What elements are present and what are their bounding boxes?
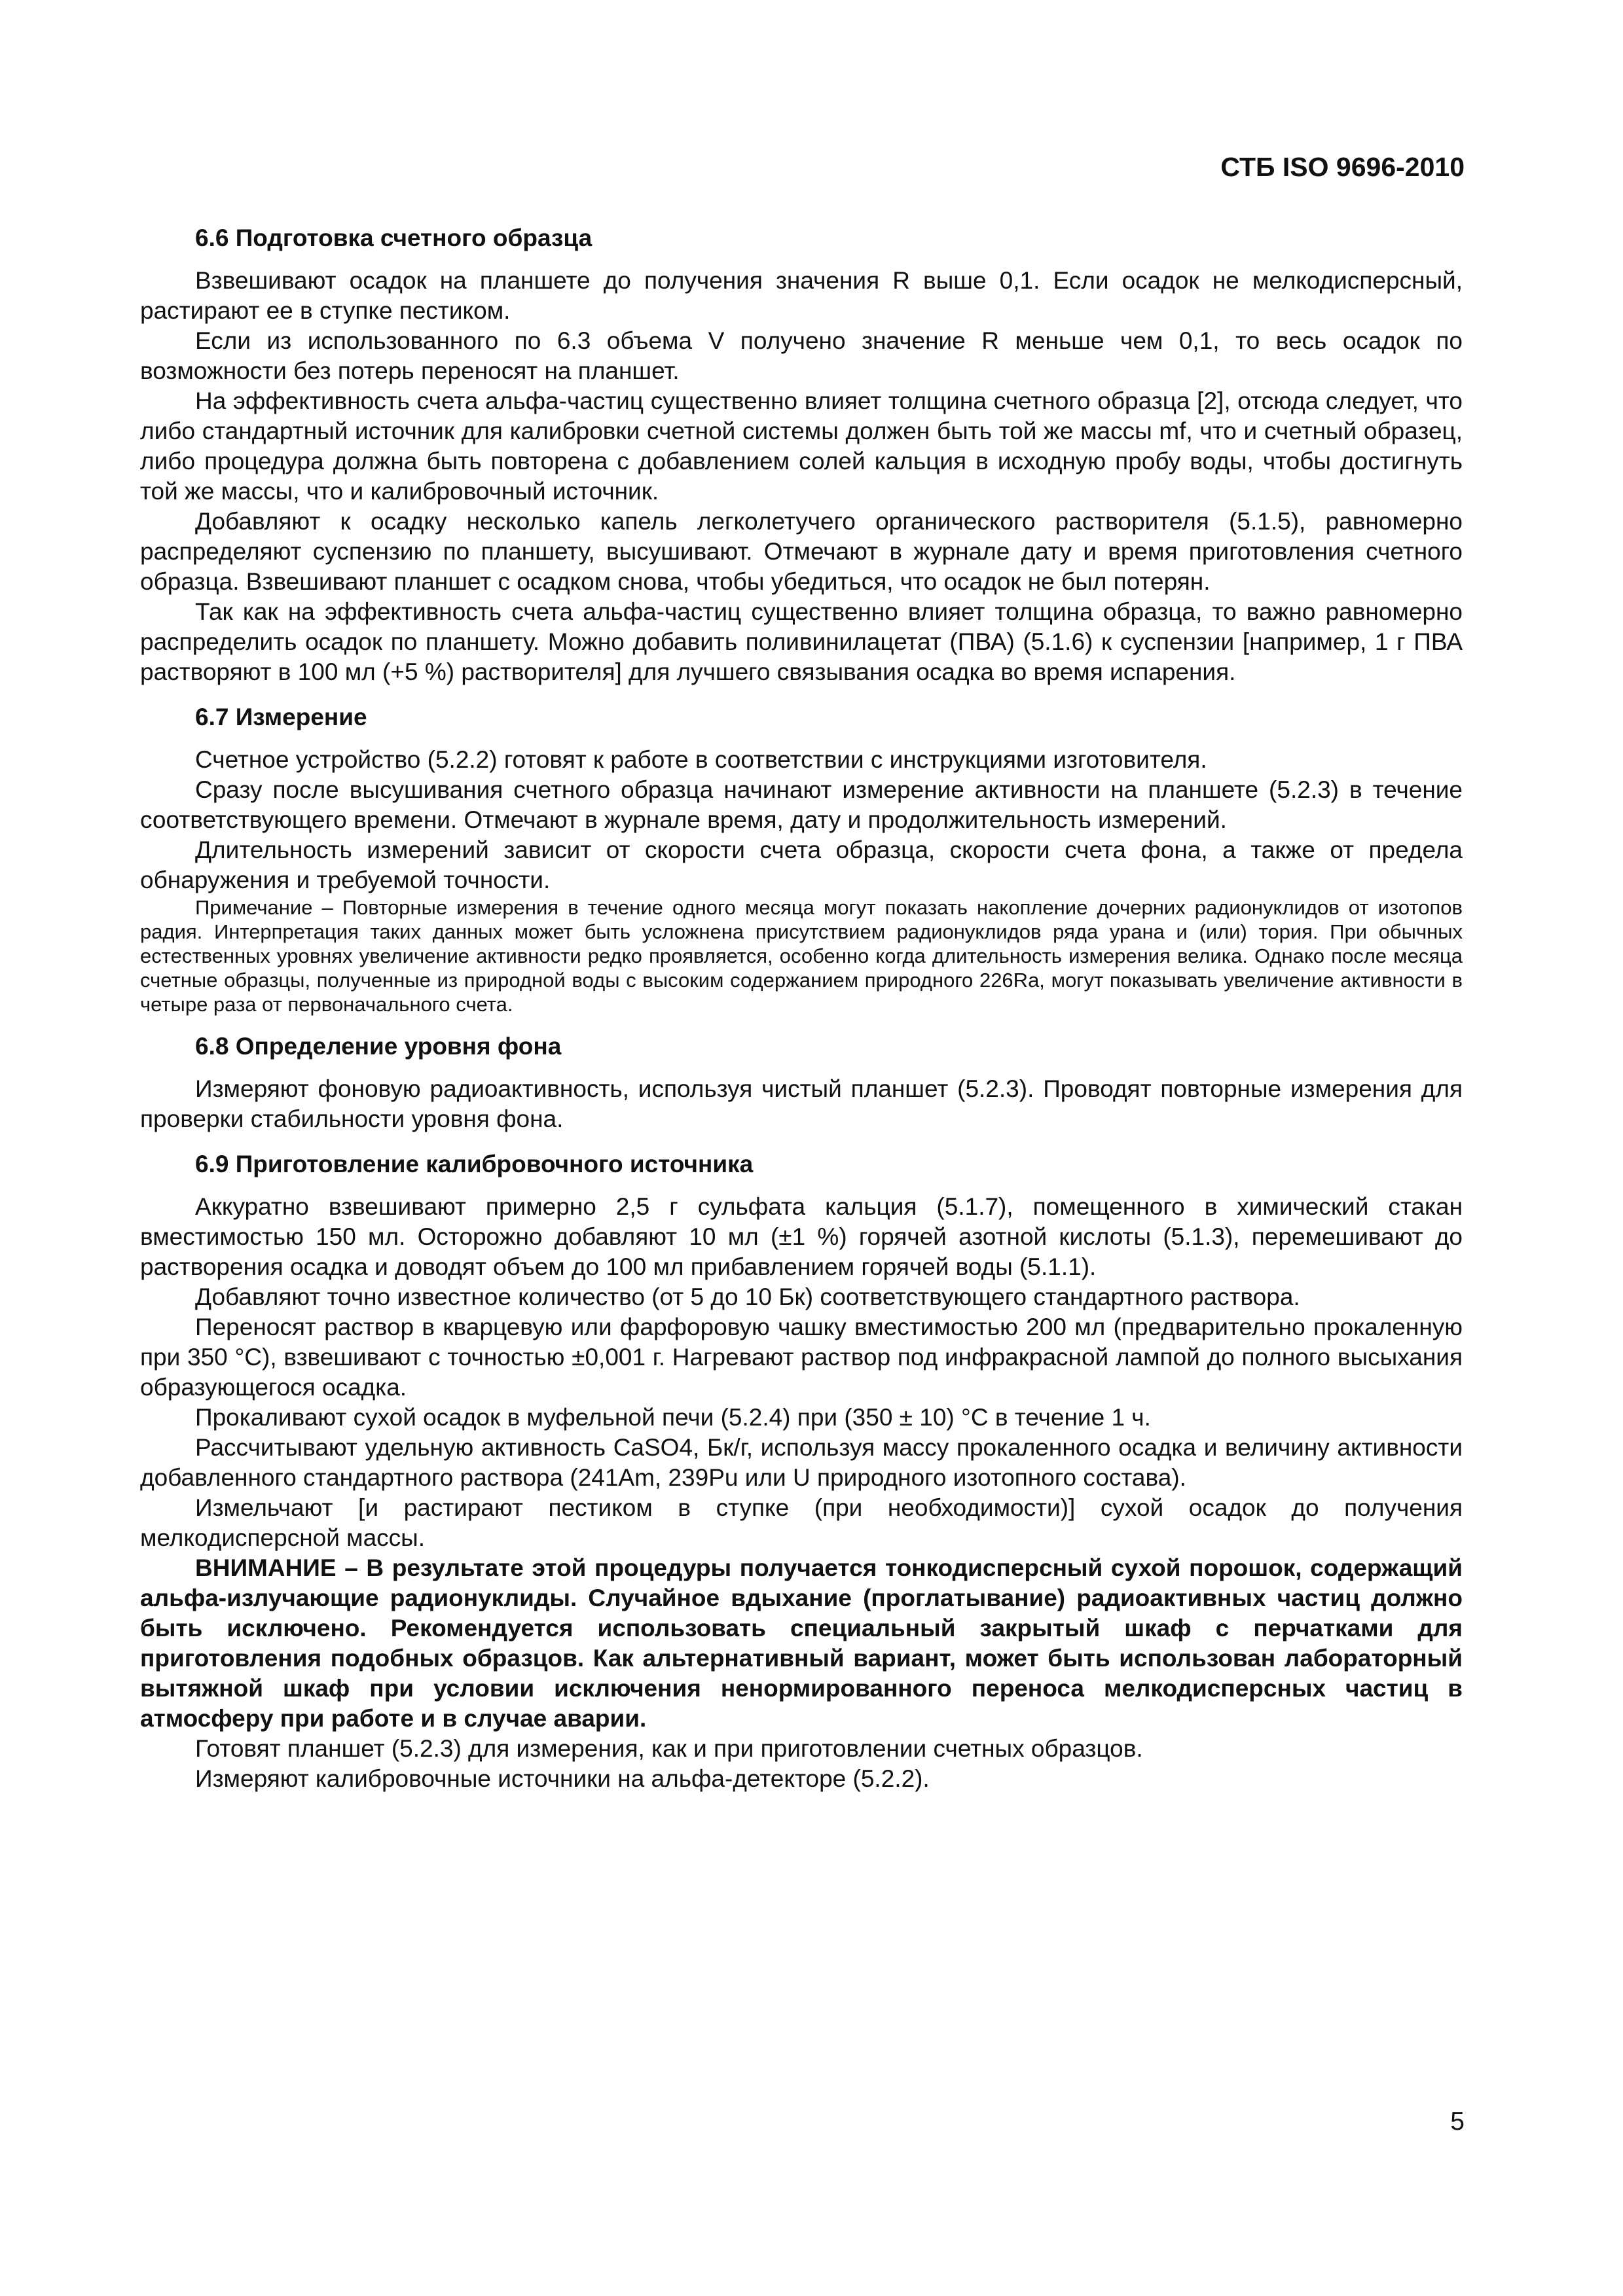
paragraph: Рассчитывают удельную активность CaSO4, Бк/г, используя массу прокаленного осадка и величину активности добавленного стандартного раствора (241Am, 239Pu или U природного изотопного состава). xyxy=(140,1434,1463,1491)
paragraph: Готовят планшет (5.2.3) для измерения, как и при приготовлении счетных образцов. xyxy=(195,1735,1143,1762)
paragraph: Добавляют к осадку несколько капель легколетучего органического растворителя (5.1.5), равномерно распределяют суспензию по планшету, высушивают. Отмечают в журнале дату и время приготовления счетного образца. Взвешивают планшет с осадком снова, чтобы убедиться, что осадок не был потерян. xyxy=(140,508,1463,595)
paragraph: Аккуратно взвешивают примерно 2,5 г сульфата кальция (5.1.7), помещенного в химический стакан вместимостью 150 мл. Осторожно добавляют 10 мл (±1 %) горячей азотной кислоты (5.1.3), перемешивают до растворения осадка и доводят объем до 100 мл прибавлением горячей воды (5.1.1). xyxy=(140,1193,1463,1280)
document-code: СТБ ISO 9696-2010 xyxy=(1220,152,1465,182)
document-body xyxy=(140,223,1463,1808)
section-6-7 xyxy=(140,702,1463,1016)
section-6-6 xyxy=(140,223,1463,687)
paragraph: Счетное устройство (5.2.2) готовят к работе в соответствии с инструкциями изготовителя. xyxy=(195,746,1207,773)
paragraph: Так как на эффективность счета альфа-частиц существенно влияет толщина образца, то важно равномерно распределить осадок по планшету. Можно добавить поливинилацетат (ПВА) (5.1.6) к суспензии [например, 1 г ПВА растворяют в 100 мл (+5 %) растворителя] для лучшего связывания осадка во время испарения. xyxy=(140,598,1463,685)
warning-paragraph: ВНИМАНИЕ – В результате этой процедуры получается тонкодисперсный сухой порошок, содержащий альфа-излучающие радионуклиды. Случайное вдыхание (проглатывание) радиоактивных частиц должно быть исключено. Рекомендуется использовать специальный закрытый шкаф с перчатками для приготовления подобных образцов. Как альтернативный вариант, может быть использован лабораторный вытяжной шкаф при условии исключения ненормированного переноса мелкодисперсных частиц в атмосферу при работе и в случае аварии. xyxy=(140,1554,1463,1732)
section-heading: 6.6 Подготовка счетного образца xyxy=(195,224,593,251)
section-heading: 6.7 Измерение xyxy=(195,704,367,730)
paragraph: Взвешивают осадок на планшете до получения значения R выше 0,1. Если осадок не мелкодисперсный, растирают ее в ступке пестиком. xyxy=(140,267,1463,324)
paragraph: Измеряют фоновую радиоактивность, используя чистый планшет (5.2.3). Проводят повторные измерения для проверки стабильности уровня фона. xyxy=(140,1075,1463,1132)
paragraph: Измельчают [и растирают пестиком в ступке (при необходимости)] сухой осадок до получения мелкодисперсной массы. xyxy=(140,1494,1463,1551)
paragraph: Переносят раствор в кварцевую или фарфоровую чашку вместимостью 200 мл (предварительно прокаленную при 350 °С), взвешивают с точностью ±0,001 г. Нагревают раствор под инфракрасной лампой до полного высыхания образующегося осадка. xyxy=(140,1314,1463,1401)
page-number: 5 xyxy=(1450,2108,1465,2136)
paragraph: Если из использованного по 6.3 объема V получено значение R меньше чем 0,1, то весь осадок по возможности без потерь переносят на планшет. xyxy=(140,327,1463,384)
section-heading: 6.9 Приготовление калибровочного источника xyxy=(195,1151,754,1177)
paragraph: Сразу после высушивания счетного образца начинают измерение активности на планшете (5.2.3) в течение соответствующего времени. Отмечают в журнале время, дату и продолжительность измерений. xyxy=(140,776,1463,833)
paragraph: Прокаливают сухой осадок в муфельной печи (5.2.4) при (350 ± 10) °С в течение 1 ч. xyxy=(195,1404,1151,1431)
paragraph: На эффективность счета альфа-частиц существенно влияет толщина счетного образца [2], отсюда следует, что либо стандартный источник для калибровки счетной системы должен быть той же массы mf, что и счетный образец, либо процедура должна быть повторена с добавлением солей кальция в исходную пробу воды, чтобы достигнуть той же массы, что и калибровочный источник. xyxy=(140,387,1463,505)
section-6-8 xyxy=(140,1031,1463,1134)
paragraph: Длительность измерений зависит от скорости счета образца, скорости счета фона, а также от предела обнаружения и требуемой точности. xyxy=(140,836,1463,893)
section-6-9 xyxy=(140,1149,1463,1794)
note: Примечание – Повторные измерения в течение одного месяца могут показать накопление дочерних радионуклидов от изотопов радия. Интерпретация таких данных может быть усложнена присутствием радионуклидов ряда урана и (или) тория. При обычных естественных уровнях увеличение активности редко проявляется, особенно когда длительность измерения велика. Однако после месяца счетные образцы, полученные из природной воды с высоким содержанием природного 226Ra, могут показывать увеличение активности в четыре раза от первоначального счета. xyxy=(140,896,1463,1016)
paragraph: Добавляют точно известное количество (от 5 до 10 Бк) соответствующего стандартного раствора. xyxy=(195,1283,1300,1310)
section-heading: 6.8 Определение уровня фона xyxy=(195,1033,562,1060)
paragraph: Измеряют калибровочные источники на альфа-детекторе (5.2.2). xyxy=(195,1765,930,1792)
